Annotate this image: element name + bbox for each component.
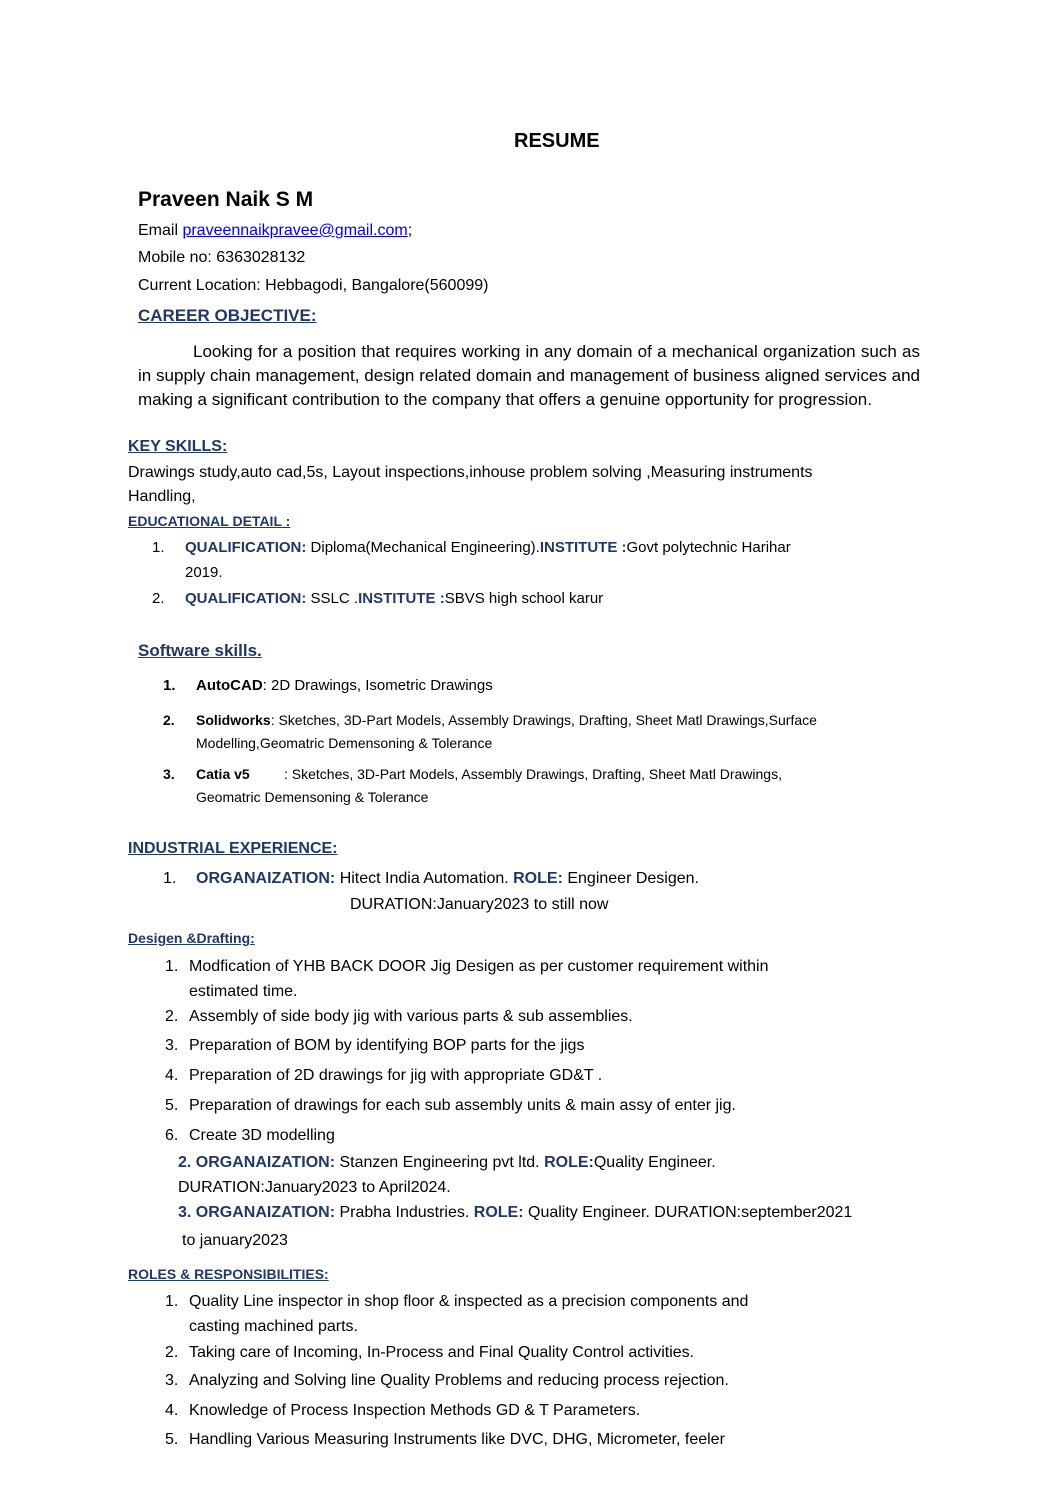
role-item-1 bbox=[165, 1293, 748, 1311]
design-item-6 bbox=[165, 1127, 335, 1145]
software-item-2-cont: Modelling,Geomatric Demensoning & Tolerance bbox=[196, 735, 493, 751]
organization-label: 3. ORGANAIZATION: bbox=[178, 1204, 336, 1221]
list-number: 3. bbox=[163, 766, 175, 782]
education-item-2 bbox=[152, 590, 603, 607]
software-name: Solidworks bbox=[196, 712, 271, 728]
design-item-1 bbox=[165, 958, 769, 976]
experience-org-2-duration: DURATION:January2023 to April2024. bbox=[178, 1179, 451, 1196]
design-item-text: Modfication of YHB BACK DOOR Jig Desigen as per customer requirement within bbox=[189, 958, 769, 975]
key-skills-line-1: Drawings study,auto cad,5s, Layout inspections,inhouse problem solving ,Measuring instruments bbox=[128, 464, 813, 481]
role-value: Quality Engineer. bbox=[593, 1154, 716, 1171]
role-item-5 bbox=[165, 1431, 725, 1449]
role-item-text: Quality Line inspector in shop floor & inspected as a precision components and bbox=[189, 1293, 749, 1310]
roles-heading: ROLES & RESPONSIBILITIES: bbox=[128, 1266, 329, 1282]
design-drafting-heading: Desigen &Drafting: bbox=[128, 930, 255, 946]
qualification-value: Diploma(Mechanical Engineering). bbox=[306, 539, 540, 556]
qualification-value: SSLC . bbox=[306, 590, 359, 607]
design-item-text: Preparation of BOM by identifying BOP parts for the jigs bbox=[189, 1037, 585, 1054]
list-number: 4. bbox=[165, 1067, 179, 1084]
software-desc: : Sketches, 3D-Part Models, Assembly Drawings, Drafting, Sheet Matl Drawings, bbox=[284, 766, 782, 782]
experience-org-1 bbox=[163, 870, 699, 888]
experience-org-3 bbox=[178, 1204, 852, 1222]
software-item-3-cont: Geomatric Demensoning & Tolerance bbox=[196, 789, 429, 805]
experience-org-2 bbox=[178, 1154, 716, 1172]
list-number: 2. bbox=[165, 1008, 179, 1025]
design-item-text: Assembly of side body jig with various parts & sub assemblies. bbox=[189, 1008, 633, 1025]
list-number: 2. bbox=[152, 590, 165, 607]
experience-org-1-duration: DURATION:January2023 to still now bbox=[350, 896, 609, 913]
software-desc: : Sketches, 3D-Part Models, Assembly Drawings, Drafting, Sheet Matl Drawings,Surface bbox=[270, 712, 817, 728]
email-label: Email bbox=[138, 222, 183, 239]
list-number: 1. bbox=[165, 1293, 179, 1310]
role-label: ROLE: bbox=[544, 1154, 594, 1171]
list-number: 6. bbox=[165, 1127, 179, 1144]
institute-label: INSTITUTE : bbox=[358, 590, 445, 607]
design-item-text: Create 3D modelling bbox=[189, 1127, 335, 1144]
software-item-1 bbox=[163, 677, 493, 694]
list-number: 4. bbox=[165, 1402, 179, 1419]
list-number: 1. bbox=[152, 539, 165, 556]
list-number: 5. bbox=[165, 1097, 179, 1114]
education-item-1 bbox=[152, 539, 791, 556]
education-item-1-cont: 2019. bbox=[185, 564, 223, 581]
email-link[interactable]: praveennaikpravee@gmail.com bbox=[182, 222, 408, 239]
key-skills-line-2: Handling, bbox=[128, 488, 196, 505]
organization-label: ORGANAIZATION: bbox=[196, 870, 336, 887]
list-number: 1. bbox=[163, 677, 176, 694]
design-item-2 bbox=[165, 1008, 633, 1026]
list-number: 2. bbox=[163, 712, 175, 728]
qualification-label: QUALIFICATION: bbox=[185, 590, 307, 607]
design-item-text: Preparation of drawings for each sub assembly units & main assy of enter jig. bbox=[189, 1097, 736, 1114]
list-number: 3. bbox=[165, 1372, 179, 1389]
mobile-line: Mobile no: 6363028132 bbox=[138, 249, 306, 266]
document-title: RESUME bbox=[514, 130, 600, 152]
key-skills-heading: KEY SKILLS: bbox=[128, 438, 228, 455]
role-value: Engineer Desigen. bbox=[562, 870, 699, 887]
organization-value: Prabha Industries. bbox=[335, 1204, 474, 1221]
software-desc: : 2D Drawings, Isometric Drawings bbox=[262, 677, 493, 694]
career-objective-heading: CAREER OBJECTIVE: bbox=[138, 306, 317, 325]
list-number: 2. bbox=[165, 1344, 179, 1361]
list-number: 1. bbox=[165, 958, 179, 975]
role-label: ROLE: bbox=[513, 870, 563, 887]
experience-org-3-cont: to january2023 bbox=[182, 1232, 288, 1249]
design-item-4 bbox=[165, 1067, 602, 1085]
software-name: Catia v5 bbox=[196, 766, 250, 782]
institute-value: SBVS high school karur bbox=[444, 590, 604, 607]
role-label: ROLE: bbox=[473, 1204, 524, 1221]
organization-value: Stanzen Engineering pvt ltd. bbox=[335, 1154, 545, 1171]
software-name: AutoCAD bbox=[196, 677, 263, 694]
role-item-text: Knowledge of Process Inspection Methods GD & T Parameters. bbox=[189, 1402, 641, 1419]
software-item-2 bbox=[163, 712, 817, 728]
education-heading: EDUCATIONAL DETAIL : bbox=[128, 513, 291, 529]
experience-heading: INDUSTRIAL EXPERIENCE: bbox=[128, 840, 338, 857]
career-objective-text: Looking for a position that requires working in any domain of a mechanical organization such as in supply chain management, design related domain and management of business aligned services and making a significant contribution to the company that offers a genuine opportunity for progression. bbox=[138, 342, 920, 409]
design-item-3 bbox=[165, 1037, 584, 1055]
list-number: 1. bbox=[163, 870, 177, 887]
list-number: 3. bbox=[165, 1037, 179, 1054]
role-item-4 bbox=[165, 1402, 640, 1420]
role-item-3 bbox=[165, 1372, 729, 1390]
role-value: Quality Engineer. DURATION:september2021 bbox=[523, 1204, 853, 1221]
role-item-2 bbox=[165, 1344, 694, 1362]
email-line bbox=[138, 222, 412, 240]
role-item-text: Taking care of Incoming, In-Process and Final Quality Control activities. bbox=[189, 1344, 695, 1361]
role-item-text: Analyzing and Solving line Quality Problems and reducing process rejection. bbox=[189, 1372, 729, 1389]
design-item-1-cont: estimated time. bbox=[189, 983, 298, 1000]
role-item-1-cont: casting machined parts. bbox=[189, 1318, 358, 1335]
institute-value: Govt polytechnic Harihar bbox=[626, 539, 791, 556]
design-item-text: Preparation of 2D drawings for jig with appropriate GD&T . bbox=[189, 1067, 603, 1084]
role-item-text: Handling Various Measuring Instruments like DVC, DHG, Micrometer, feeler bbox=[189, 1431, 725, 1448]
location-line: Current Location: Hebbagodi, Bangalore(560099) bbox=[138, 277, 489, 294]
software-item-3 bbox=[163, 766, 782, 782]
candidate-name: Praveen Naik S M bbox=[138, 188, 314, 211]
qualification-label: QUALIFICATION: bbox=[185, 539, 307, 556]
institute-label: INSTITUTE : bbox=[539, 539, 627, 556]
organization-value: Hitect India Automation. bbox=[335, 870, 514, 887]
design-item-5 bbox=[165, 1097, 736, 1115]
software-skills-heading: Software skills. bbox=[138, 641, 262, 660]
organization-label: 2. ORGANAIZATION: bbox=[178, 1154, 336, 1171]
email-suffix: ; bbox=[407, 222, 413, 239]
list-number: 5. bbox=[165, 1431, 179, 1448]
